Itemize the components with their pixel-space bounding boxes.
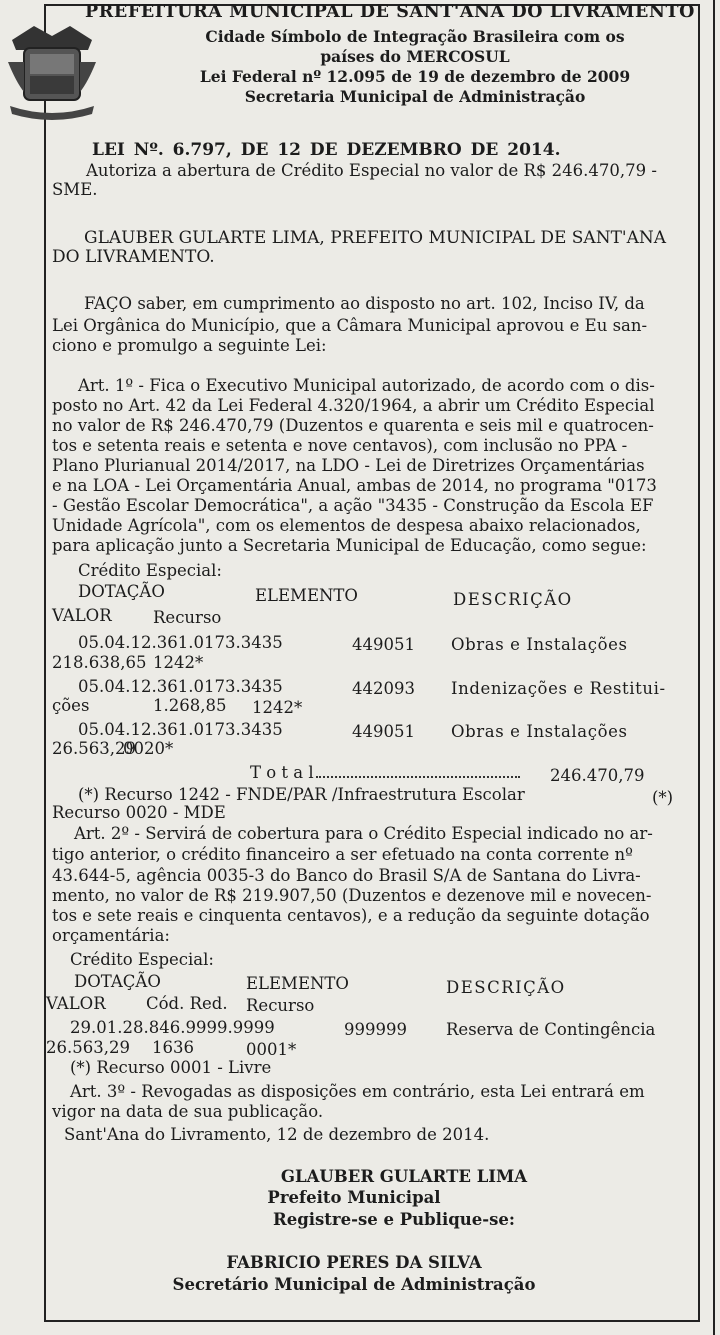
art1-line: posto no Art. 42 da Lei Federal 4.320/1964, a abrir um Crédito Especial — [52, 396, 655, 415]
art2-line: 43.644-5, agência 0035-3 do Banco do Brasil S/A de Santana do Livra- — [52, 866, 641, 885]
art1-line: e na LOA - Lei Orçamentária Anual, ambas de 2014, no programa "0173 — [52, 476, 657, 495]
law-title: LEI Nº. 6.797, DE 12 DE DEZEMBRO DE 2014. — [92, 140, 561, 160]
row-valor: 218.638,65 — [52, 653, 147, 672]
col-header-elemento: ELEMENTO — [255, 586, 358, 605]
art2-line: orçamentária: — [52, 926, 170, 945]
col-header-descricao: DESCRIÇÃO — [453, 590, 573, 609]
total-label: T o t a l — [250, 763, 314, 782]
header-subtitle: Cidade Símbolo de Integração Brasileira com os — [205, 27, 625, 46]
col-header-valor: VALOR — [52, 606, 112, 625]
row-valor: 26.563,29 — [46, 1038, 130, 1057]
faco-line-2: Lei Orgânica do Município, que a Câmara Municipal aprovou e Eu san- — [52, 316, 648, 335]
column-divider — [713, 0, 715, 1335]
municipal-coat-of-arms-icon — [4, 22, 100, 122]
law-summary-cont: SME. — [52, 180, 98, 199]
row-descricao: Indenizações e Restitui- — [451, 679, 666, 698]
secretary-role: Secretário Municipal de Administração — [172, 1275, 536, 1294]
signatory-role: Prefeito Municipal — [267, 1188, 441, 1207]
row-descricao-cont: ções — [52, 696, 90, 715]
row-elemento: 449051 — [352, 635, 415, 654]
col-header-dotacao: DOTAÇÃO — [78, 582, 165, 601]
art2-line: Art. 2º - Servirá de cobertura para o Crédito Especial indicado no ar- — [74, 824, 653, 843]
resource-note-2: Recurso 0020 - MDE — [52, 803, 226, 822]
art1-line: tos e setenta reais e setenta e nove centavos), com inclusão no PPA - — [52, 436, 628, 455]
col-header-cod-red: Cód. Red. — [146, 994, 228, 1013]
mayor-statement-cont: DO LIVRAMENTO. — [52, 247, 215, 267]
signatory-name: GLAUBER GULARTE LIMA — [280, 1167, 528, 1186]
art3-line: vigor na data de sua publicação. — [52, 1102, 324, 1121]
register-publish-note: Registre-se e Publique-se: — [273, 1210, 515, 1229]
col-header-dotacao: DOTAÇÃO — [74, 972, 161, 991]
secretary-name: FABRICIO PERES DA SILVA — [226, 1253, 482, 1272]
header-law-reference: Lei Federal nº 12.095 de 19 de dezembro de 2009 — [199, 67, 631, 86]
row-elemento: 449051 — [352, 722, 415, 741]
col-header-elemento: ELEMENTO — [246, 974, 349, 993]
row-dotacao: 05.04.12.361.0173.3435 — [78, 633, 283, 652]
art2-line: tigo anterior, o crédito financeiro a ser efetuado na conta corrente nº — [52, 845, 633, 864]
art2-line: tos e sete reais e cinquenta centavos), e a redução da seguinte dotação — [52, 906, 650, 925]
mayor-statement: GLAUBER GULARTE LIMA, PREFEITO MUNICIPAL DE SANT'ANA — [84, 228, 667, 248]
row-recurso: 1242* — [153, 653, 204, 672]
credit-label: Crédito Especial: — [70, 950, 214, 969]
resource-note: (*) Recurso 0001 - Livre — [70, 1058, 272, 1077]
row-recurso: 0001* — [246, 1040, 297, 1059]
art1-line: Art. 1º - Fica o Executivo Municipal autorizado, de acordo com o dis- — [78, 376, 655, 395]
resource-note: (*) Recurso 1242 - FNDE/PAR /Infraestrutura Escolar — [78, 785, 525, 804]
art1-line: Plano Plurianual 2014/2017, na LDO - Lei de Diretrizes Orçamentárias — [52, 456, 645, 475]
header-subtitle-2: países do MERCOSUL — [320, 47, 510, 66]
row-recurso: 0020* — [123, 739, 174, 758]
row-descricao: Obras e Instalações — [451, 722, 628, 741]
row-valor: 1.268,85 — [153, 696, 227, 715]
total-value: 246.470,79 — [550, 766, 645, 785]
col-header-valor: VALOR — [46, 994, 106, 1013]
row-dotacao: 05.04.12.361.0173.3435 — [78, 677, 283, 696]
law-summary: Autoriza a abertura de Crédito Especial no valor de R$ 246.470,79 - — [86, 161, 657, 180]
row-elemento: 999999 — [344, 1020, 407, 1039]
credit-label: Crédito Especial: — [78, 561, 222, 580]
place-and-date: Sant'Ana do Livramento, 12 de dezembro de 2014. — [64, 1125, 490, 1144]
row-valor: 26.563,29 — [52, 739, 136, 758]
row-cod-red: 1636 — [152, 1038, 194, 1057]
art1-line: - Gestão Escolar Democrática", a ação "3435 - Construção da Escola EF — [52, 496, 654, 515]
row-descricao: Reserva de Contingência — [446, 1020, 656, 1039]
row-dotacao: 29.01.28.846.9999.9999 — [70, 1018, 275, 1037]
art1-line: no valor de R$ 246.470,79 (Duzentos e quarenta e seis mil e quatrocen- — [52, 416, 654, 435]
header-secretariat: Secretaria Municipal de Administração — [244, 87, 586, 106]
art1-line: para aplicação junto a Secretaria Municipal de Educação, como segue: — [52, 536, 647, 555]
art3-line: Art. 3º - Revogadas as disposições em contrário, esta Lei entrará em — [70, 1082, 645, 1101]
resource-note-mark: (*) — [652, 788, 674, 807]
art1-line: Unidade Agrícola", com os elementos de despesa abaixo relacionados, — [52, 516, 641, 535]
header-title: PREFEITURA MUNICIPAL DE SANT'ANA DO LIVRAMENTO — [85, 2, 695, 22]
col-header-descricao: DESCRIÇÃO — [446, 978, 566, 997]
row-recurso: 1242* — [252, 698, 303, 717]
row-descricao: Obras e Instalações — [451, 635, 628, 654]
faco-line-1: FAÇO saber, em cumprimento ao disposto no art. 102, Inciso IV, da — [84, 294, 645, 313]
faco-line-3: ciono e promulgo a seguinte Lei: — [52, 336, 327, 355]
total-leader-dots — [316, 776, 520, 778]
col-header-recurso: Recurso — [153, 608, 222, 627]
art2-line: mento, no valor de R$ 219.907,50 (Duzentos e dezenove mil e novecen- — [52, 886, 652, 905]
row-dotacao: 05.04.12.361.0173.3435 — [78, 720, 283, 739]
row-elemento: 442093 — [352, 679, 415, 698]
col-header-recurso: Recurso — [246, 996, 315, 1015]
